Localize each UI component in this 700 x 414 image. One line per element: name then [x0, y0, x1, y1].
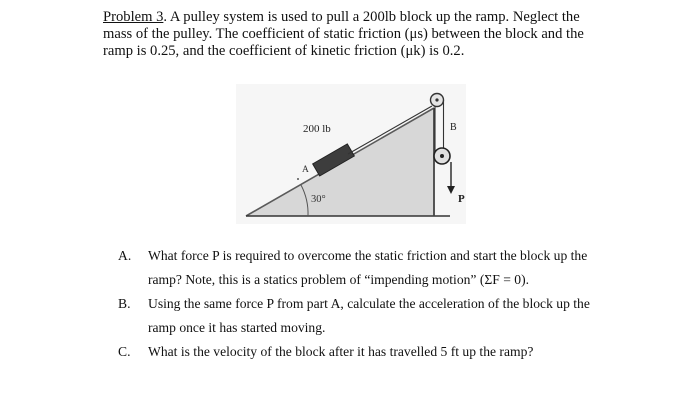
point-a-label: A	[302, 165, 309, 175]
question-item	[118, 244, 608, 292]
question-text: What is the velocity of the block after it has travelled 5 ft up the ramp?	[148, 344, 534, 359]
pulley-ramp-figure	[236, 84, 466, 224]
question-item	[118, 292, 608, 340]
question-text: Using the same force P from part A, calculate the acceleration of the block up the ramp once it has started moving.	[148, 296, 590, 335]
force-label: P	[458, 193, 465, 205]
problem-label: Problem 3	[103, 9, 164, 25]
problem-statement	[103, 9, 603, 60]
question-text: What force P is required to overcome the static friction and start the block up the ramp? Note, this is a statics problem of “impending motion” (ΣF = 0).	[148, 248, 588, 287]
problem-text: . A pulley system is used to pull a 200lb block up the ramp. Neglect the mass of the pulley. The coefficient of static friction (μs) between the block and the ramp is 0.25, and the coefficient of kinetic friction (μk) is 0.2.	[103, 9, 584, 59]
pulley-ramp-diagram	[236, 84, 466, 224]
question-marker: C.	[118, 344, 131, 359]
question-list	[118, 244, 608, 364]
block-weight-label: 200 lb	[303, 123, 331, 135]
point-a-marker	[297, 178, 299, 180]
angle-label: 30°	[311, 194, 326, 205]
point-b-label: B	[450, 122, 457, 133]
question-item	[118, 340, 608, 364]
question-marker: B.	[118, 296, 131, 311]
top-pulley-axle	[435, 98, 438, 101]
lower-pulley-axle	[440, 154, 444, 158]
question-marker: A.	[118, 248, 132, 263]
